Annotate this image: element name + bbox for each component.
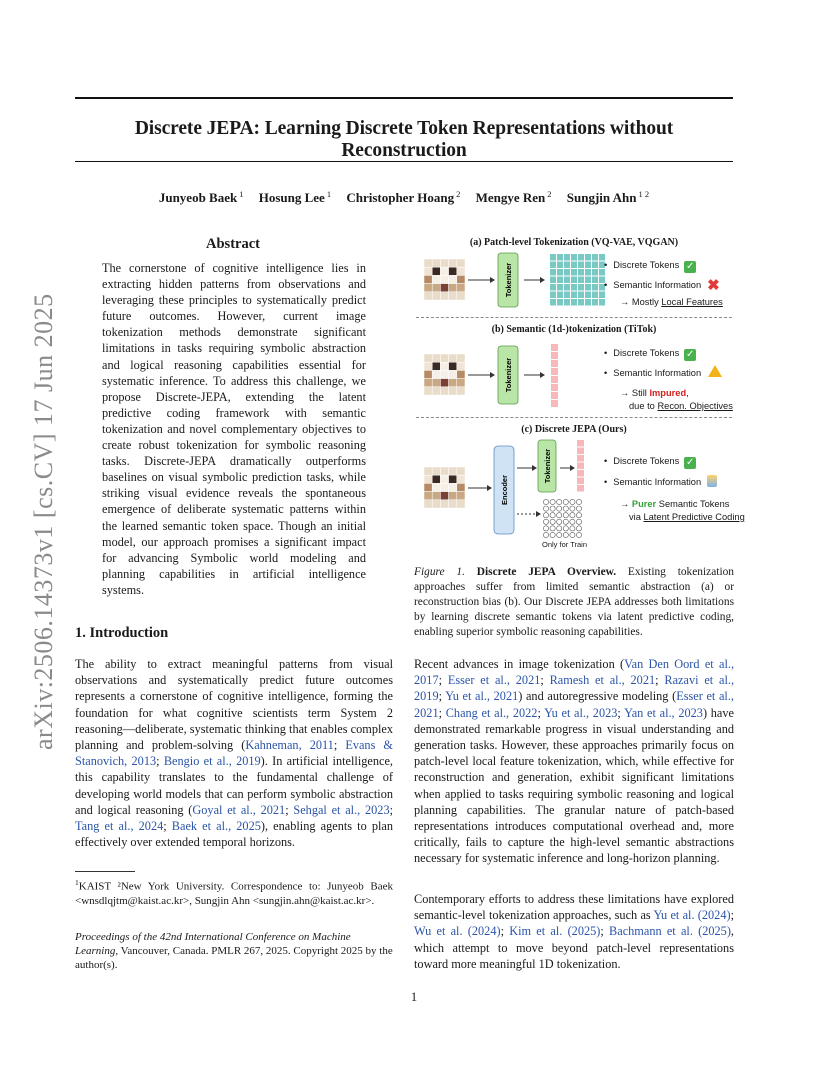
author: Mengye Ren $^2$ bbox=[475, 189, 552, 205]
check-icon: ✓ bbox=[686, 457, 695, 468]
abstract-text: The cornerstone of cognitive intelligence lies in extracting hidden patterns from observations and leveraging these principles to systematically predict future outcomes. However, current image tokenization methods demonstrate significant limitations in tasks requiring symbolic abstraction and logical reasoning capabilities essential for systematic inference. To address this challenge, we propose Discrete-JEPA, extending the latent predictive coding framework with semantic tokenization and novel complementary objectives to create robust tokenization for symbolic reasoning tasks. Discrete-JEPA dramatically outperforms baselines on visual symbolic prediction tasks, while striking visual evidence reveals the spontaneous emergence of deliberate systematic patterns within the learned semantic token space. Though an initial model, our approach promises a significant impact for advancing Symbolic world modeling and planning capabilities in artificial intelligence systems. bbox=[102, 261, 366, 597]
panel-c-title: (c) Discrete JEPA (Ours) bbox=[521, 424, 627, 435]
panel-c-note: → Purer Semantic Tokens via Latent Predictive Coding bbox=[620, 499, 745, 522]
panel-b-diagram bbox=[414, 340, 614, 410]
panel-a-title: (a) Patch-level Tokenization (VQ-VAE, VQGAN) bbox=[469, 237, 679, 248]
figure-caption: Figure 1. Discrete JEPA Overview. Existing tokenization approaches suffer from limited semantic abstraction (a) or reconstruction bias (b). Our Discrete JEPA addresses both limitations by learning discrete semantic tokens via latent predictive coding, enabling superior symbolic reasoning capabilities. bbox=[414, 566, 734, 638]
citation-link[interactable]: Goyal et al., 2021 bbox=[192, 802, 286, 817]
panel-c-bullet-semantic: • Semantic Information bbox=[604, 475, 717, 487]
citation-link[interactable]: Evans & Stanovich, 2013 bbox=[75, 738, 393, 769]
panel-b-note: → Still Impured, due to Recon. Objectives bbox=[620, 388, 733, 411]
citation-link[interactable]: Esser et al., 2021 bbox=[447, 673, 541, 688]
panel-a-diagram bbox=[414, 250, 614, 310]
intro-paragraph-1: The ability to extract meaningful patterns from visual observations and systematically predict future outcomes represents a cornerstone of cognitive intelligence, forming the foundation for what cognitive scientists term System 2 reasoning—deliberate, systematic thinking that enables complex planning and problem-solving (Kahneman, 2011; Evans & Stanovich, 2013; Bengio et al., 2019). In artificial intelligence, this capability translates to the fundamental challenge of developing world models that can perform symbolic abstraction and logical reasoning (Goyal et al., 2021; Sehgal et al., 2023; Tang et al., 2024; Baek et al., 2025), enabling agents to plan effectively over extended temporal horizons. bbox=[75, 657, 394, 850]
citation-link[interactable]: Van Den Oord et al., 2017 bbox=[414, 657, 735, 688]
citation-link[interactable]: Sehgal et al., 2023 bbox=[293, 802, 390, 817]
figure-1 bbox=[414, 232, 745, 552]
panel-a-bullet-semantic: • Semantic Information ✖ bbox=[604, 277, 720, 294]
author: Hosung Lee $^1$ bbox=[258, 189, 332, 205]
citation-link[interactable]: Esser et al., 2021 bbox=[414, 689, 734, 720]
tokenizer-label: Tokenizer bbox=[504, 262, 513, 298]
panel-a-bullet-discrete: • Discrete Tokens ✓ bbox=[604, 260, 695, 272]
only-for-train-label: Only for Train bbox=[542, 540, 588, 549]
title-rule bbox=[75, 161, 733, 162]
panel-divider bbox=[416, 417, 732, 418]
citation-link[interactable]: Ramesh et al., 2021 bbox=[549, 673, 656, 688]
citation-link[interactable]: Wu et al. (2024) bbox=[414, 924, 501, 939]
panel-b-title: (b) Semantic (1d-)tokenization (TiTok) bbox=[491, 324, 657, 335]
encoder-label: Encoder bbox=[500, 474, 509, 506]
cross-icon: ✖ bbox=[707, 277, 720, 294]
panel-c-bullet-discrete: • Discrete Tokens ✓ bbox=[604, 456, 695, 468]
latent-patch-grid bbox=[543, 499, 581, 537]
panel-divider bbox=[416, 317, 732, 318]
author-list bbox=[75, 189, 733, 206]
intro-paragraph-2: Recent advances in image tokenization (Van Den Oord et al., 2017; Esser et al., 2021; Ramesh et al., 2021; Razavi et al., 2019; Yu et al., 2021) and autoregressive modeling (Esser et al., 2021; Chang et al., 2022; Yu et al., 2023; Yan et al., 2023) have demonstrated remarkable progress in visual understanding and generation tasks. However, these approaches primarily focus on patch-level local feature tokenization, which, while effective for reconstruction and generation, exhibit significant limitations when applied to tasks requiring symbolic reasoning and logical planning capabilities. The granular nature of patch-based representations introduces computational overhead and, more critically, fails to capture the high-level semantic abstractions necessary for systematic inference and long-horizon planning. bbox=[414, 657, 735, 866]
panel-b-bullet-semantic: • Semantic Information bbox=[604, 365, 722, 378]
arxiv-stamp: arXiv:2506.14373v1 [cs.CV] 17 Jun 2025 bbox=[29, 293, 58, 750]
citation-link[interactable]: Yan et al., 2023 bbox=[624, 705, 703, 720]
citation-link[interactable]: Yu et al., 2023 bbox=[544, 705, 618, 720]
author: Junyeob Baek $^1$ bbox=[158, 189, 244, 205]
abstract-heading: Abstract bbox=[206, 236, 260, 252]
dog-image bbox=[424, 354, 465, 395]
tokenizer-label: Tokenizer bbox=[543, 448, 552, 484]
dog-image bbox=[424, 467, 465, 508]
tokenizer-label: Tokenizer bbox=[504, 357, 513, 393]
citation-link[interactable]: Yu et al. (2024) bbox=[653, 908, 731, 923]
warning-icon bbox=[708, 365, 722, 377]
citation-link[interactable]: Kahneman, 2011 bbox=[245, 738, 334, 753]
patch-token-grid bbox=[550, 254, 605, 306]
citation-link[interactable]: Baek et al., 2025 bbox=[171, 819, 261, 834]
citation-link[interactable]: Bengio et al., 2019 bbox=[163, 754, 261, 769]
panel-b-bullet-discrete: • Discrete Tokens ✓ bbox=[604, 348, 695, 360]
footnote-affiliations: $^1$KAIST ²New York University. Correspondence to: Junyeob Baek <wnsdlqjtm@kaist.ac.kr>, Sungjin Ahn <sungjin.ahn@kaist.ac.kr>. bbox=[75, 878, 393, 907]
citation-link[interactable]: Kim et al. (2025) bbox=[509, 924, 601, 939]
dog-image bbox=[424, 259, 465, 300]
page-number: 1 bbox=[410, 990, 418, 1004]
citation-link[interactable]: Bachmann et al. (2025) bbox=[609, 924, 731, 939]
panel-a-note: → Mostly Local Features bbox=[620, 297, 723, 307]
semantic-token-column bbox=[551, 344, 558, 407]
citation-link[interactable]: Yu et al., 2021 bbox=[445, 689, 519, 704]
author: Sungjin Ahn $^{1 2}$ bbox=[566, 189, 650, 205]
check-icon: ✓ bbox=[686, 261, 695, 272]
proceedings-note: Proceedings of the 42nd International Conference on Machine Learning, Vancouver, Canada. PMLR 267, 2025. Copyright 2025 by the author(s). bbox=[75, 931, 393, 972]
section-heading-introduction: 1. Introduction bbox=[75, 625, 169, 641]
check-icon: ✓ bbox=[686, 349, 695, 360]
citation-link[interactable]: Chang et al., 2022 bbox=[445, 705, 538, 720]
semantic-token-column bbox=[577, 440, 584, 492]
paper-title: Discrete JEPA: Learning Discrete Token Representations without Reconstruction bbox=[134, 118, 674, 161]
author: Christopher Hoang $^2$ bbox=[346, 189, 461, 205]
intro-paragraph-3: Contemporary efforts to address these limitations have explored semantic-level tokenization approaches, such as Yu et al. (2024); Wu et al. (2024); Kim et al. (2025); Bachmann et al. (2025), which attempt to move beyond patch-level representations toward more meaningful 1D tokenization. bbox=[414, 892, 735, 971]
panel-c-diagram bbox=[414, 438, 614, 550]
sparkle-icon bbox=[707, 475, 717, 487]
top-rule bbox=[75, 97, 733, 99]
footnote-rule bbox=[75, 871, 135, 872]
citation-link[interactable]: Razavi et al., 2019 bbox=[414, 673, 735, 704]
citation-link[interactable]: Tang et al., 2024 bbox=[75, 819, 164, 834]
